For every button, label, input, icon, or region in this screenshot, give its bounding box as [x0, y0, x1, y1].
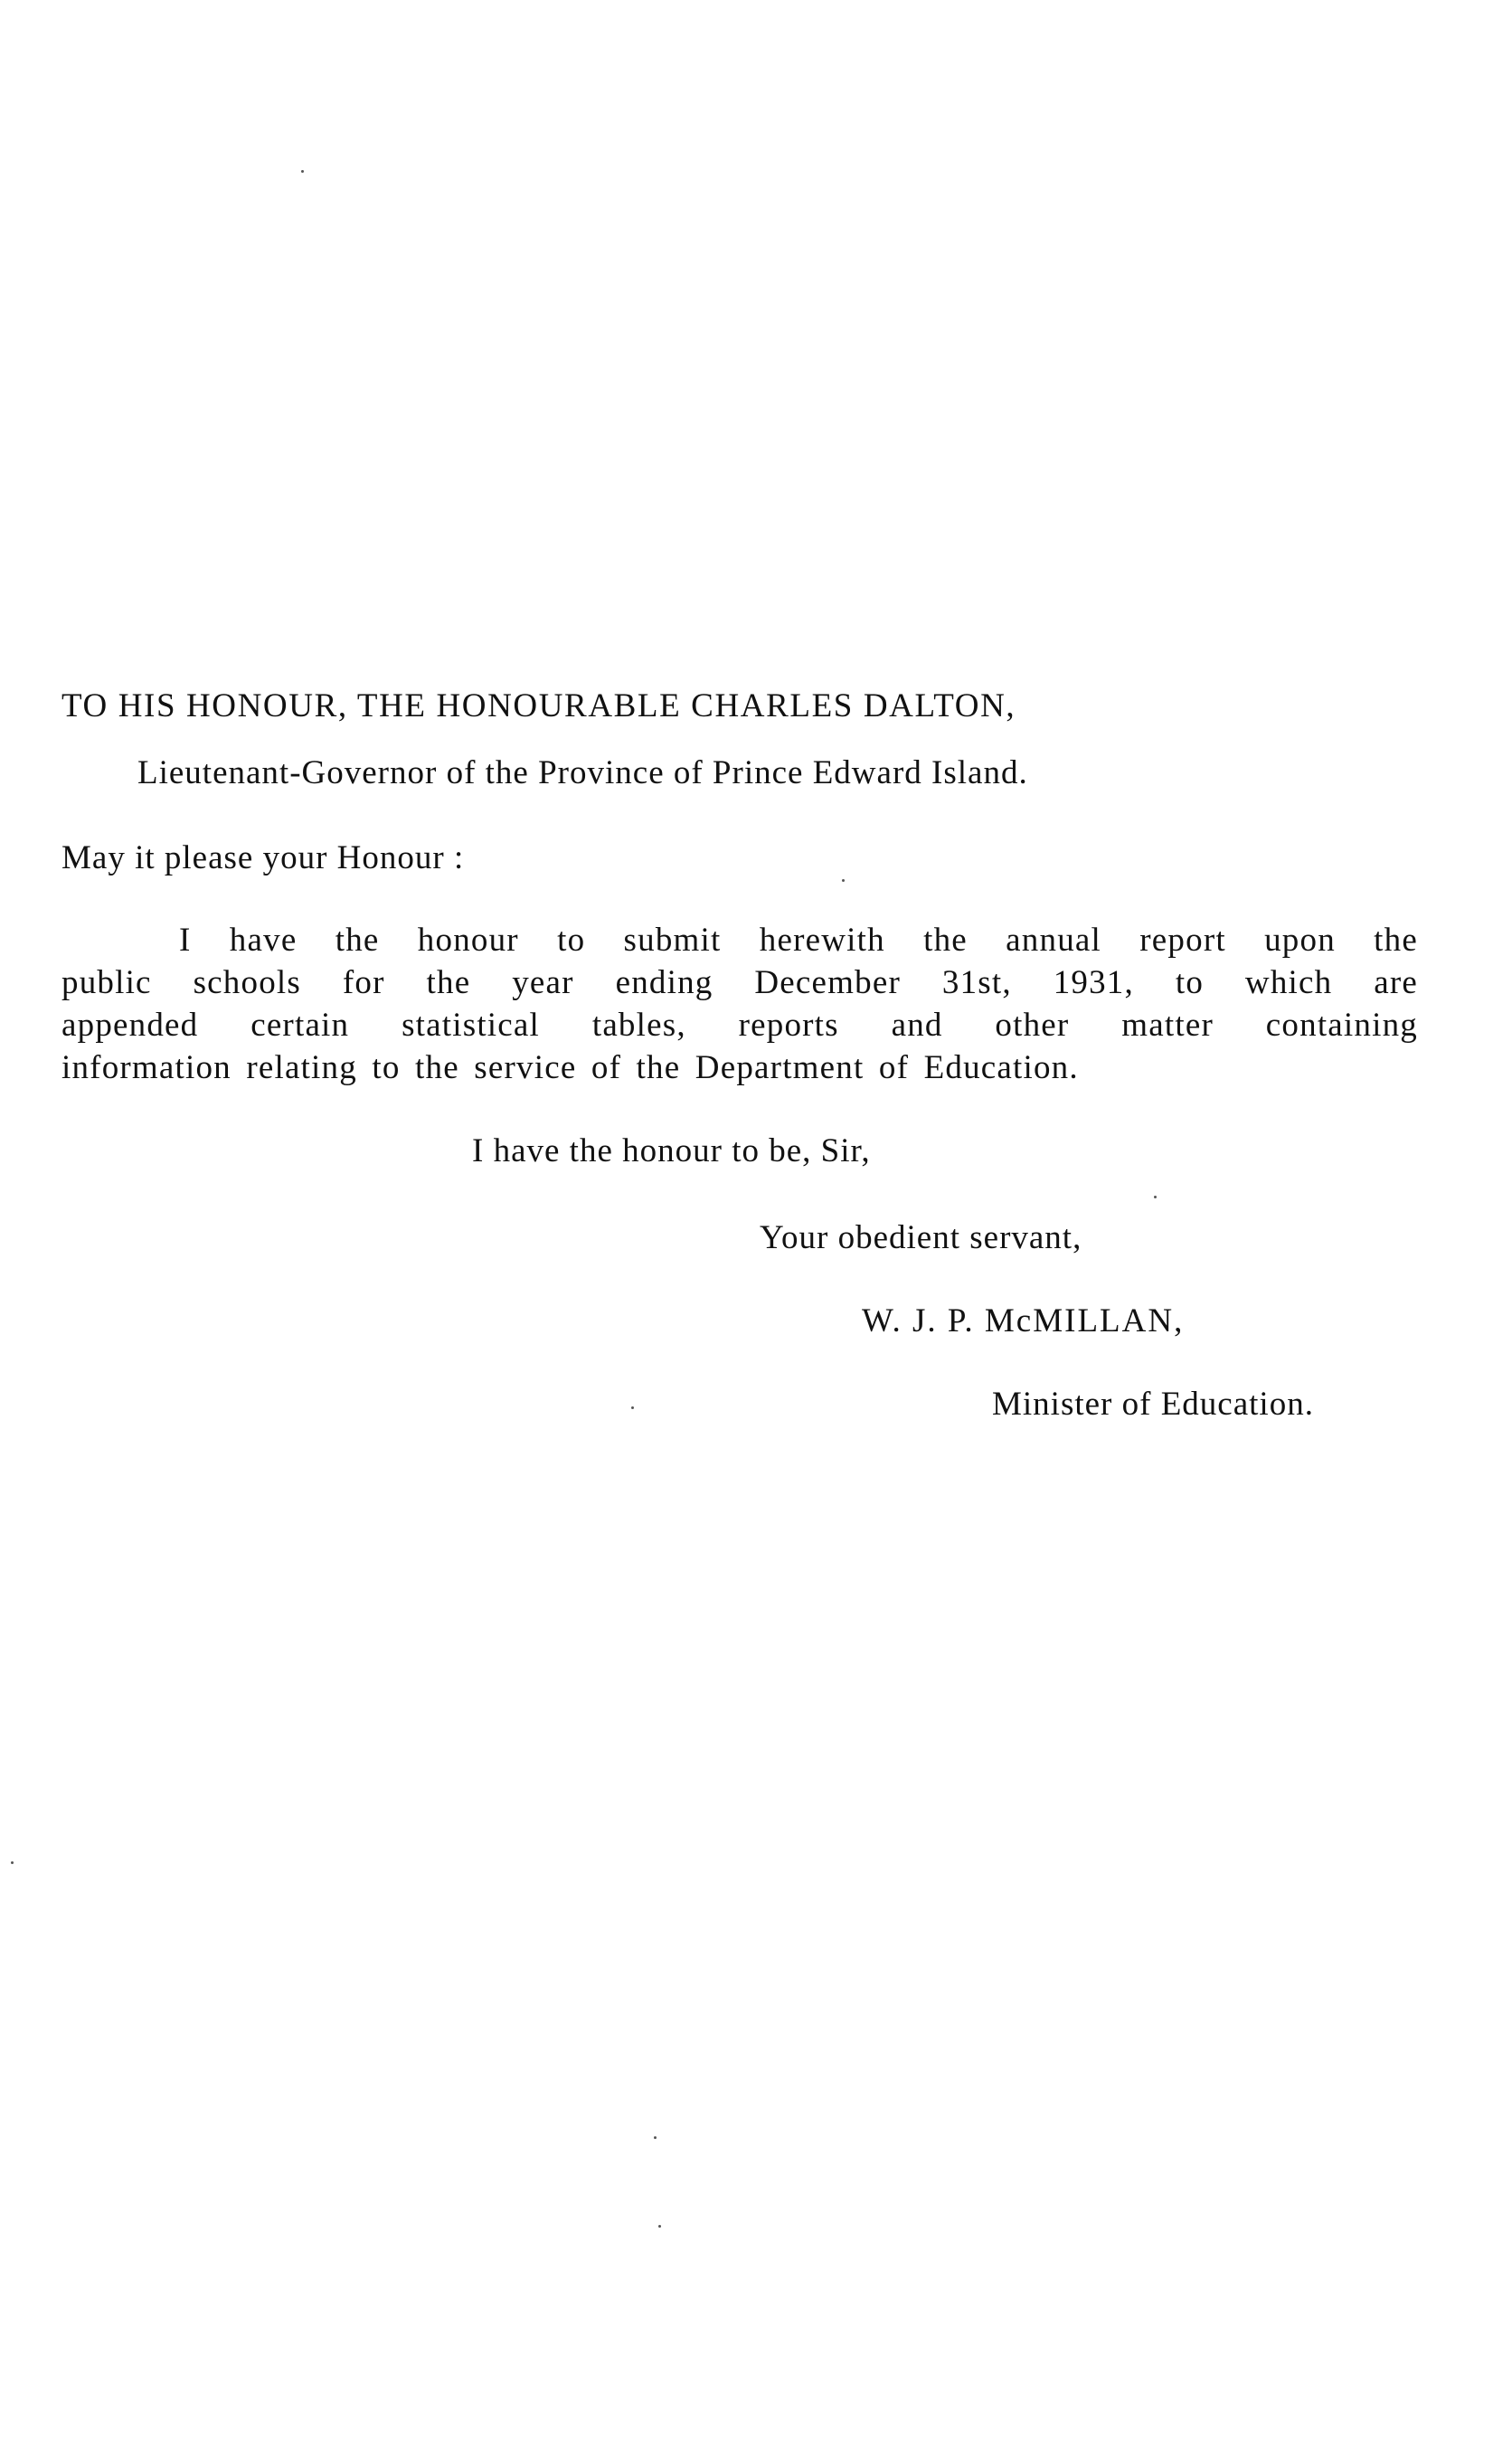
- scan-speck: [658, 2225, 661, 2228]
- body-line: information relating to the service of the Department of Education.: [61, 1049, 1079, 1086]
- addressee-line: TO HIS HONOUR, THE HONOURABLE CHARLES DALTON,: [61, 687, 1016, 724]
- scan-speck: [301, 170, 304, 173]
- body-line: appended certain statistical tables, reports and other matter containing: [61, 1007, 1418, 1044]
- scan-speck: [11, 1861, 14, 1864]
- body-line: I have the honour to submit herewith the annual report upon the: [179, 922, 1418, 959]
- addressee-title: Lieutenant-Governor of the Province of Prince Edward Island.: [137, 754, 1028, 791]
- body-line: public schools for the year ending December 31st, 1931, to which are: [61, 964, 1418, 1001]
- signatory-office: Minister of Education.: [992, 1386, 1314, 1423]
- valediction: Your obedient servant,: [760, 1219, 1082, 1256]
- closing-line: I have the honour to be, Sir,: [472, 1132, 871, 1169]
- scan-speck: [631, 1406, 634, 1409]
- salutation: May it please your Honour :: [61, 839, 465, 876]
- scan-speck: [654, 2136, 657, 2139]
- body-paragraph: [61, 919, 1418, 1089]
- scan-speck: [842, 879, 845, 882]
- signature-name: W. J. P. McMILLAN,: [862, 1302, 1185, 1339]
- scan-speck: [1154, 1196, 1157, 1198]
